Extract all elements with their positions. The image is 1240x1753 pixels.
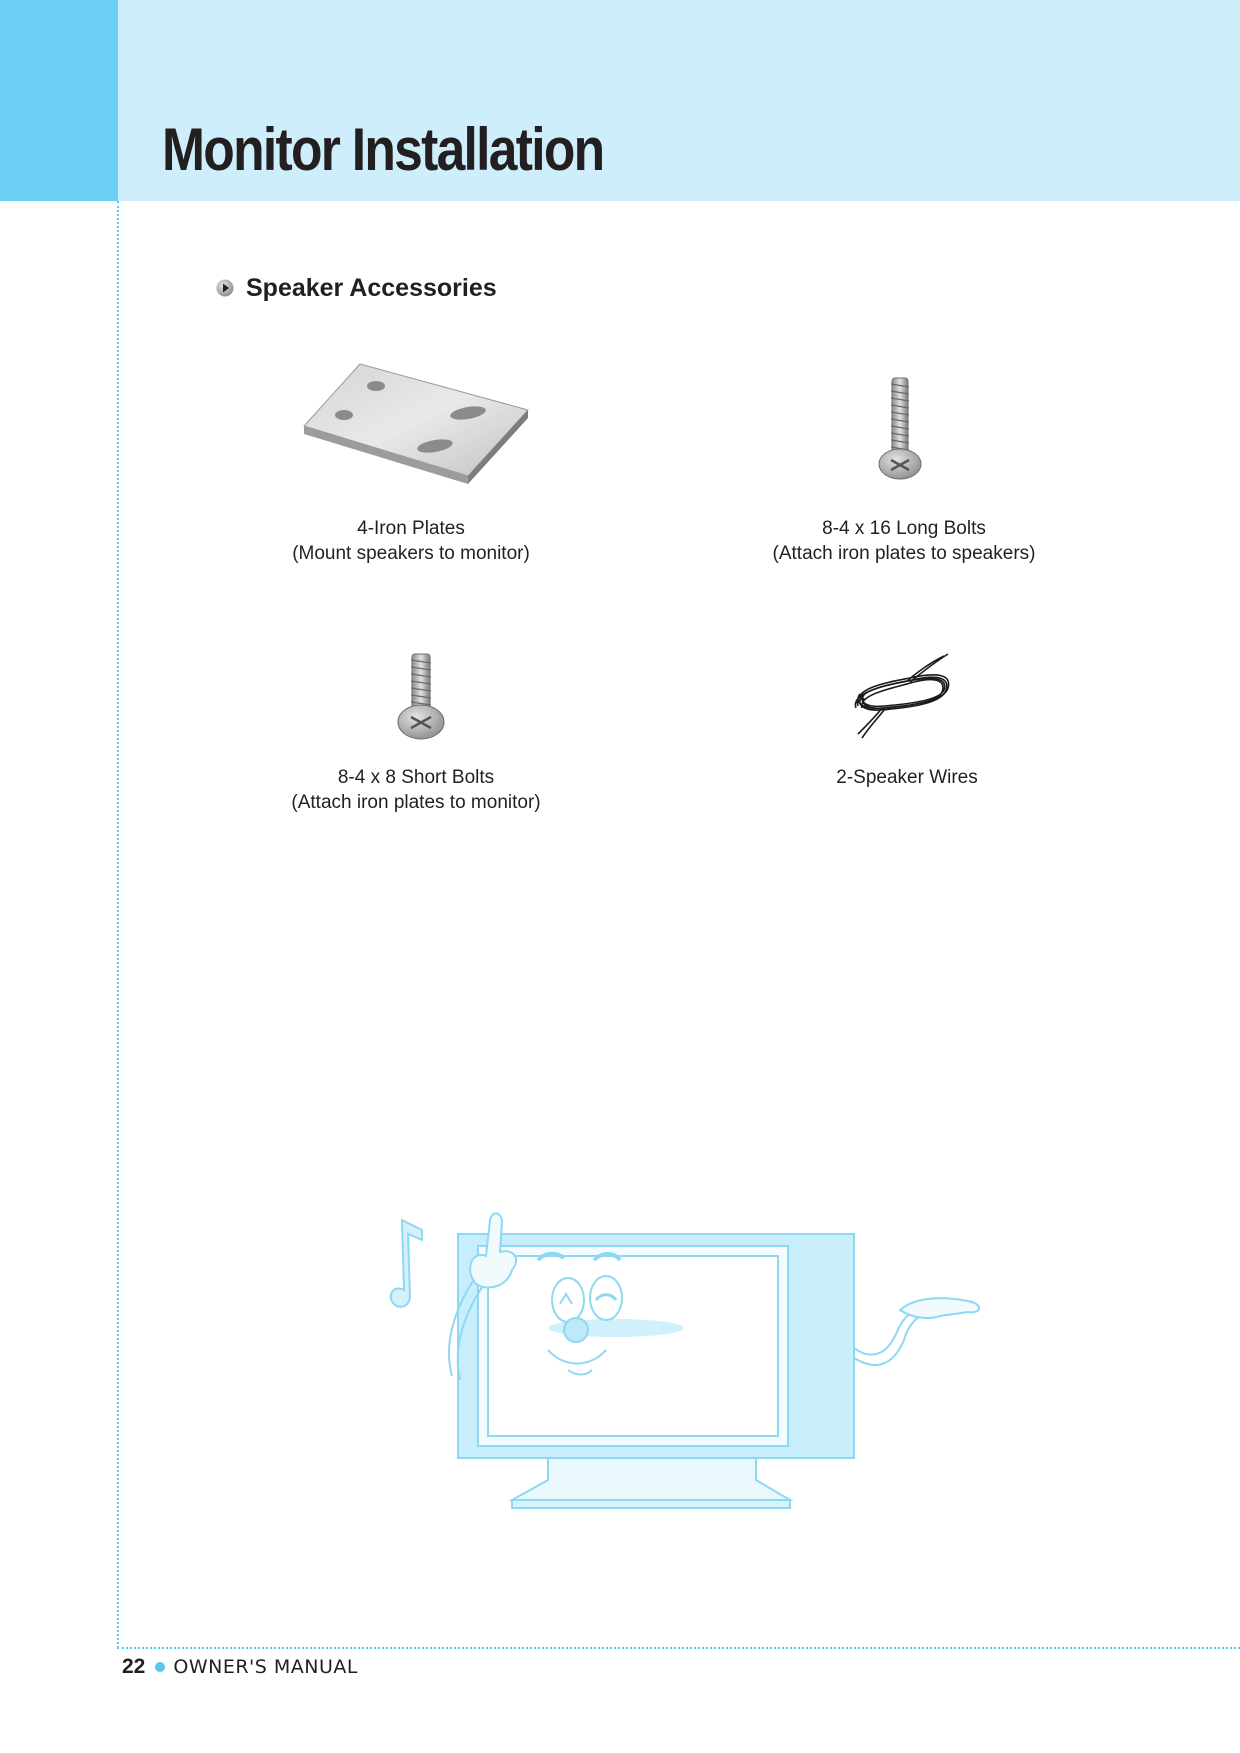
item-name: 8-4 x 16 Long Bolts — [822, 518, 986, 539]
footer-bullet-icon — [155, 1662, 165, 1672]
item-description: (Attach iron plates to monitor) — [291, 792, 541, 813]
footer — [122, 1655, 358, 1679]
margin-rule-horizontal — [117, 1647, 1240, 1649]
item-description: (Mount speakers to monitor) — [292, 543, 530, 564]
short-bolt-icon — [395, 652, 447, 742]
item-caption — [236, 765, 596, 815]
item-description: (Attach iron plates to speakers) — [772, 543, 1036, 564]
monitor-mascot-illustration — [380, 1200, 1000, 1520]
header-tab — [0, 0, 118, 201]
margin-rule-vertical — [117, 201, 119, 1648]
play-bullet-icon — [216, 279, 234, 297]
section-heading — [216, 268, 497, 308]
footer-label: OWNER'S MANUAL — [173, 1656, 358, 1678]
item-name: 4-Iron Plates — [357, 518, 465, 539]
iron-plate-icon — [300, 360, 536, 490]
page-title: Monitor Installation — [162, 116, 604, 183]
page-number: 22 — [122, 1655, 146, 1678]
item-name: 8-4 x 8 Short Bolts — [337, 767, 495, 788]
long-bolt-icon — [876, 376, 924, 484]
item-caption — [231, 516, 591, 566]
item-caption — [724, 516, 1084, 566]
item-name: 2-Speaker Wires — [836, 767, 978, 788]
item-caption — [727, 765, 1087, 790]
section-title: Speaker Accessories — [246, 273, 497, 302]
speaker-wire-icon — [848, 648, 958, 744]
